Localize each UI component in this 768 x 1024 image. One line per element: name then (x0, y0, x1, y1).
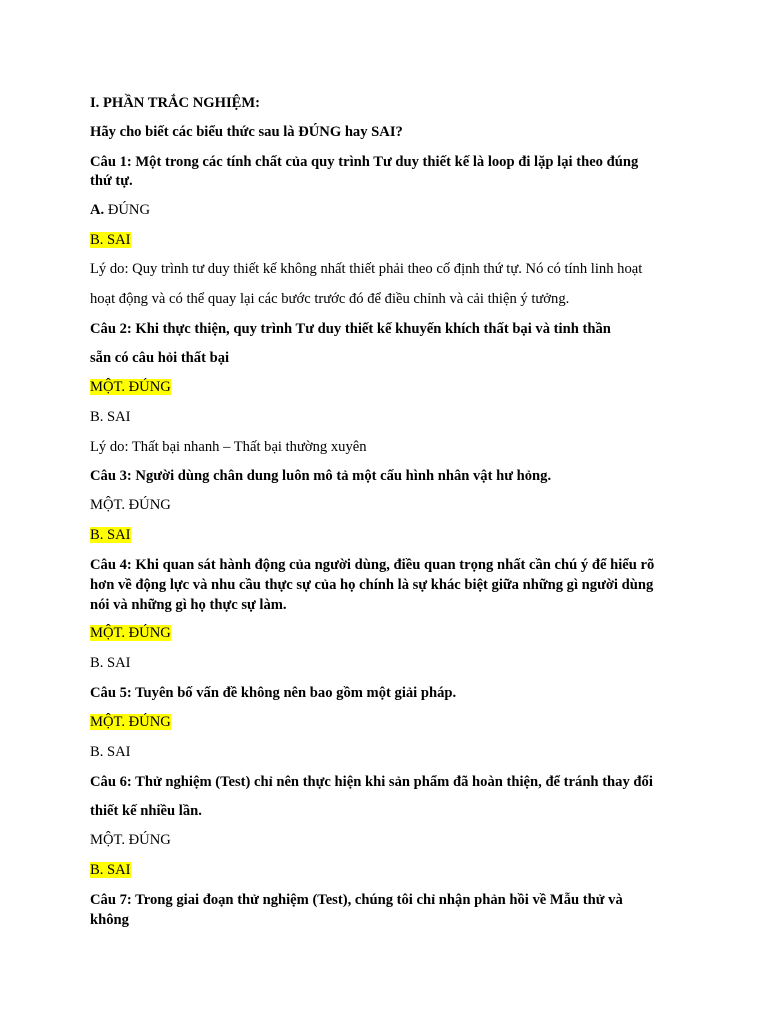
question-5-option-a (90, 712, 171, 732)
question-5-option-b: B. SAI (90, 744, 131, 760)
instruction-text: Hãy cho biết các biểu thức sau là ĐÚNG hay SAI? (90, 124, 403, 140)
answer-highlight: MỘT. ĐÚNG (90, 379, 171, 395)
question-6-option-b (90, 860, 131, 880)
question-4-option-a (90, 623, 171, 643)
answer-highlight: MỘT. ĐÚNG (90, 714, 171, 730)
question-6-option-a: MỘT. ĐÚNG (90, 832, 171, 848)
question-2-option-b: B. SAI (90, 409, 131, 425)
question-2-line-1: Câu 2: Khi thực thiện, quy trình Tư duy thiết kế khuyến khích thất bại và tinh thần (90, 321, 611, 337)
question-4-line-2: hơn về động lực và nhu cầu thực sự của họ chính là sự khác biệt giữa những gì người dùng (90, 577, 654, 593)
question-6-line-2: thiết kế nhiều lần. (90, 803, 202, 819)
answer-highlight: B. SAI (90, 862, 131, 878)
section-title: I. PHẦN TRẮC NGHIỆM: (90, 95, 260, 111)
question-2-reason: Lý do: Thất bại nhanh – Thất bại thường xuyên (90, 439, 367, 455)
question-4-line-1: Câu 4: Khi quan sát hành động của người dùng, điều quan trọng nhất cần chú ý để hiểu rõ (90, 557, 655, 573)
answer-highlight: B. SAI (90, 527, 131, 543)
answer-highlight: MỘT. ĐÚNG (90, 625, 171, 641)
option-a-prefix: A. (90, 202, 105, 218)
question-1-line-2: thứ tự. (90, 173, 133, 189)
question-3-line-1: Câu 3: Người dùng chân dung luôn mô tả một cấu hình nhân vật hư hỏng. (90, 468, 552, 484)
question-7-line-2: không (90, 912, 129, 928)
question-1-option-a (90, 200, 150, 220)
question-4-option-b: B. SAI (90, 655, 131, 671)
question-1-reason-line-1: Lý do: Quy trình tư duy thiết kế không nhất thiết phải theo cố định thứ tự. Nó có tính linh hoạt (90, 261, 643, 277)
question-1-line-1: Câu 1: Một trong các tính chất của quy trình Tư duy thiết kế là loop đi lặp lại theo đúng (90, 154, 639, 170)
question-7-line-1: Câu 7: Trong giai đoạn thử nghiệm (Test), chúng tôi chỉ nhận phản hồi về Mẫu thử và (90, 892, 623, 908)
question-4-line-3: nói và những gì họ thực sự làm. (90, 597, 287, 613)
question-2-option-a (90, 377, 171, 397)
question-1-option-b (90, 230, 131, 250)
question-6-line-1: Câu 6: Thử nghiệm (Test) chỉ nên thực hiện khi sản phẩm đã hoàn thiện, để tránh thay đổi (90, 774, 653, 790)
question-5-line-1: Câu 5: Tuyên bố vấn đề không nên bao gồm một giải pháp. (90, 685, 457, 701)
answer-highlight: B. SAI (90, 232, 131, 248)
question-1-reason-line-2: hoạt động và có thể quay lại các bước trước đó để điều chỉnh và cải thiện ý tưởng. (90, 291, 570, 307)
question-2-line-2: sẵn có câu hỏi thất bại (90, 350, 230, 366)
question-3-option-b (90, 525, 131, 545)
option-a-text: ĐÚNG (104, 202, 151, 218)
question-3-option-a: MỘT. ĐÚNG (90, 497, 171, 513)
